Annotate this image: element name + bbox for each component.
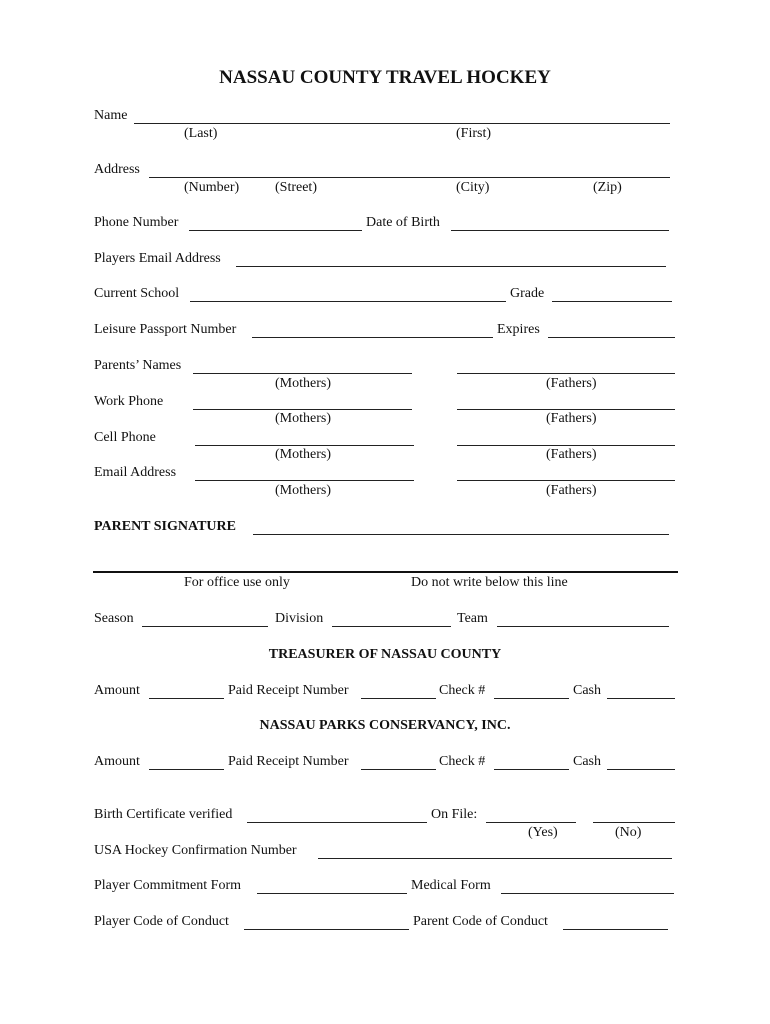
receipt-label: Paid Receipt Number [228, 683, 349, 698]
fathers-caption: (Fathers) [546, 411, 597, 426]
commitment-field[interactable] [257, 893, 407, 894]
office-divider [93, 571, 678, 573]
on-file-yes-field[interactable] [486, 822, 576, 823]
form-title: NASSAU COUNTY TRAVEL HOCKEY [219, 67, 551, 88]
passport-label: Leisure Passport Number [94, 322, 237, 337]
expires-label: Expires [497, 322, 540, 337]
mother-name-field[interactable] [193, 373, 412, 374]
office-use-only-label: For office use only [184, 575, 290, 590]
parents-names-label: Parents’ Names [94, 358, 182, 373]
cash-label: Cash [573, 754, 601, 769]
mother-cell-phone-field[interactable] [195, 445, 414, 446]
father-name-field[interactable] [457, 373, 675, 374]
season-field[interactable] [142, 626, 268, 627]
fathers-caption: (Fathers) [546, 483, 597, 498]
mother-email-field[interactable] [195, 480, 414, 481]
name-label: Name [94, 108, 128, 123]
amount-label: Amount [94, 754, 140, 769]
grade-field[interactable] [552, 301, 672, 302]
no-caption: (No) [615, 825, 642, 840]
dob-field[interactable] [451, 230, 669, 231]
phone-field[interactable] [189, 230, 362, 231]
medical-field[interactable] [501, 893, 674, 894]
conservancy-receipt-field[interactable] [361, 769, 436, 770]
parent-code-label: Parent Code of Conduct [413, 914, 548, 929]
conservancy-heading: NASSAU PARKS CONSERVANCY, INC. [259, 718, 511, 733]
medical-label: Medical Form [411, 878, 491, 893]
name-field[interactable] [134, 123, 670, 124]
fathers-caption: (Fathers) [546, 447, 597, 462]
division-label: Division [275, 611, 324, 626]
birth-cert-label: Birth Certificate verified [94, 807, 233, 822]
dob-label: Date of Birth [366, 215, 440, 230]
cell-phone-label: Cell Phone [94, 430, 156, 445]
parent-signature-label: PARENT SIGNATURE [94, 519, 236, 534]
school-field[interactable] [190, 301, 506, 302]
player-email-label: Players Email Address [94, 251, 221, 266]
division-field[interactable] [332, 626, 451, 627]
conservancy-amount-field[interactable] [149, 769, 224, 770]
fathers-caption: (Fathers) [546, 376, 597, 391]
usa-hockey-field[interactable] [318, 858, 672, 859]
commitment-label: Player Commitment Form [94, 878, 241, 893]
cash-label: Cash [573, 683, 601, 698]
on-file-label: On File: [431, 807, 478, 822]
school-label: Current School [94, 286, 180, 301]
father-cell-phone-field[interactable] [457, 445, 675, 446]
player-code-field[interactable] [244, 929, 409, 930]
usa-hockey-label: USA Hockey Confirmation Number [94, 843, 297, 858]
on-file-no-field[interactable] [593, 822, 675, 823]
amount-label: Amount [94, 683, 140, 698]
expires-field[interactable] [548, 337, 675, 338]
check-label: Check # [439, 754, 486, 769]
birth-cert-field[interactable] [247, 822, 427, 823]
parent-email-label: Email Address [94, 465, 177, 480]
conservancy-cash-field[interactable] [607, 769, 675, 770]
mothers-caption: (Mothers) [275, 411, 331, 426]
mothers-caption: (Mothers) [275, 483, 331, 498]
grade-label: Grade [510, 286, 545, 301]
mothers-caption: (Mothers) [275, 376, 331, 391]
receipt-label: Paid Receipt Number [228, 754, 349, 769]
treasurer-heading: TREASURER OF NASSAU COUNTY [268, 647, 502, 662]
treasurer-receipt-field[interactable] [361, 698, 436, 699]
mothers-caption: (Mothers) [275, 447, 331, 462]
player-email-field[interactable] [236, 266, 666, 267]
season-label: Season [94, 611, 134, 626]
conservancy-check-field[interactable] [494, 769, 569, 770]
address-zip-caption: (Zip) [593, 180, 622, 195]
parent-signature-field[interactable] [253, 534, 669, 535]
address-city-caption: (City) [456, 180, 490, 195]
player-code-label: Player Code of Conduct [94, 914, 229, 929]
first-name-caption: (First) [456, 126, 491, 141]
phone-label: Phone Number [94, 215, 179, 230]
father-email-field[interactable] [457, 480, 675, 481]
last-name-caption: (Last) [184, 126, 218, 141]
passport-field[interactable] [252, 337, 493, 338]
parent-code-field[interactable] [563, 929, 668, 930]
work-phone-label: Work Phone [94, 394, 164, 409]
mother-work-phone-field[interactable] [193, 409, 412, 410]
address-street-caption: (Street) [275, 180, 317, 195]
address-label: Address [94, 162, 140, 177]
check-label: Check # [439, 683, 486, 698]
address-field[interactable] [149, 177, 670, 178]
father-work-phone-field[interactable] [457, 409, 675, 410]
treasurer-amount-field[interactable] [149, 698, 224, 699]
treasurer-check-field[interactable] [494, 698, 569, 699]
team-label: Team [457, 611, 488, 626]
treasurer-cash-field[interactable] [607, 698, 675, 699]
address-number-caption: (Number) [184, 180, 240, 195]
team-field[interactable] [497, 626, 669, 627]
yes-caption: (Yes) [528, 825, 558, 840]
do-not-write-label: Do not write below this line [411, 575, 568, 590]
